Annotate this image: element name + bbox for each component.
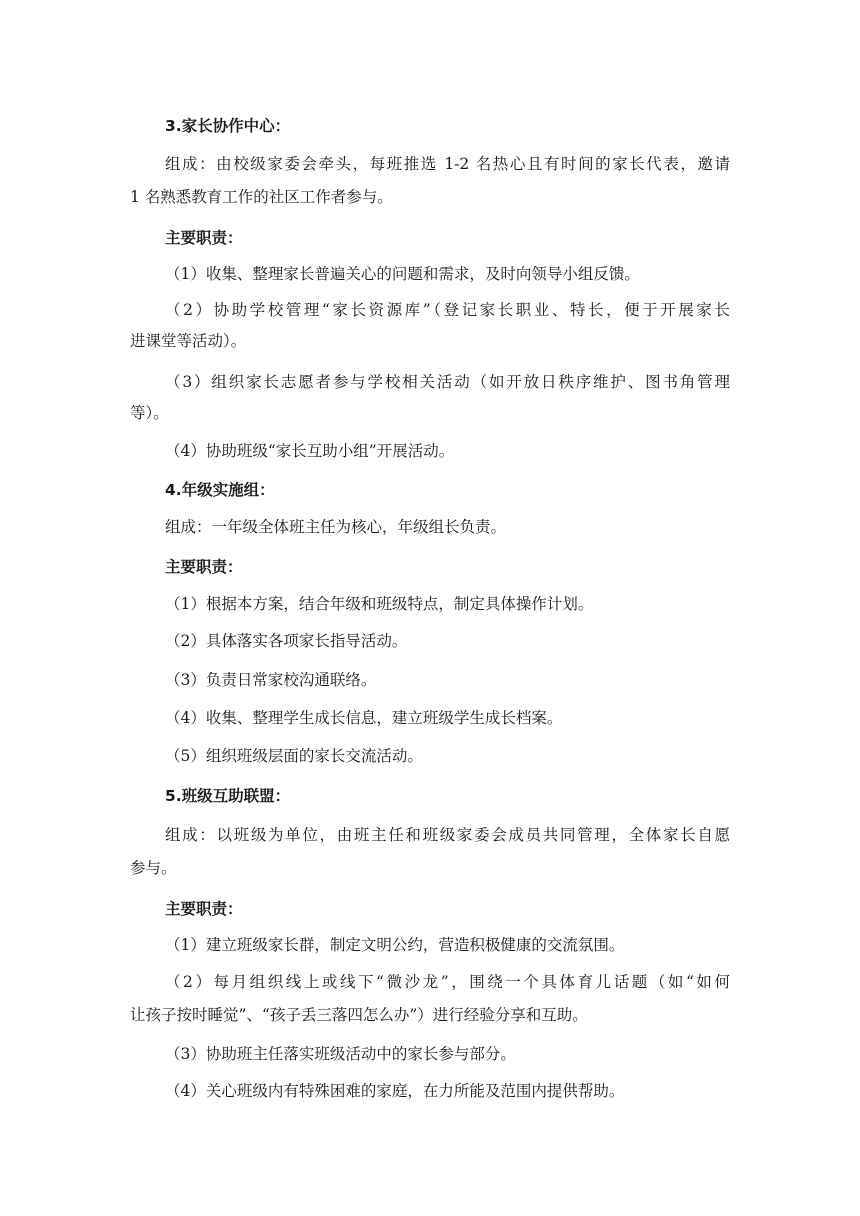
duty-item: （4）收集、整理学生成长信息，建立班级学生成长档案。 bbox=[165, 709, 563, 727]
duty-item: （1）建立班级家长群，制定文明公约，营造积极健康的交流氛围。 bbox=[165, 936, 625, 954]
section-heading: 5.班级互助联盟： bbox=[165, 787, 291, 805]
duty-item-cont: 等）。 bbox=[130, 404, 169, 422]
duty-item: （2）具体落实各项家长指导活动。 bbox=[165, 632, 408, 650]
duty-item: （3）组织家长志愿者参与学校相关活动（如开放日秩序维护、图书角管理 bbox=[165, 373, 730, 391]
duty-item-cont: 进课堂等活动）。 bbox=[130, 332, 247, 350]
duties-label: 主要职责： bbox=[165, 900, 243, 918]
duty-item: （3）负责日常家校沟通联络。 bbox=[165, 671, 377, 689]
duties-label: 主要职责： bbox=[165, 229, 243, 247]
composition-text: 组成：一年级全体班主任为核心，年级组长负责。 bbox=[165, 518, 507, 536]
composition-text: 组成：以班级为单位，由班主任和班级家委会成员共同管理，全体家长自愿 bbox=[165, 826, 730, 844]
duty-item: （3）协助班主任落实班级活动中的家长参与部分。 bbox=[165, 1045, 516, 1063]
duty-item: （2）每月组织线上或线下“微沙龙”，围绕一个具体育儿话题（如“如何 bbox=[165, 973, 730, 991]
duty-item: （2）协助学校管理“家长资源库”（登记家长职业、特长，便于开展家长 bbox=[165, 301, 730, 319]
duty-item-cont: 让孩子按时睡觉”、“孩子丢三落四怎么办”）进行经验分享和互助。 bbox=[130, 1006, 588, 1024]
composition-text-cont: 参与。 bbox=[130, 859, 177, 877]
composition-text: 组成：由校级家委会牵头，每班推选 1-2 名热心且有时间的家长代表，邀请 bbox=[165, 155, 730, 173]
duty-item: （1）收集、整理家长普遍关心的问题和需求，及时向领导小组反馈。 bbox=[165, 265, 640, 283]
duty-item: （4）协助班级“家长互助小组”开展活动。 bbox=[165, 442, 455, 460]
section-heading: 4.年级实施组： bbox=[165, 481, 275, 499]
duty-item: （5）组织班级层面的家长交流活动。 bbox=[165, 747, 423, 765]
section-heading: 3.家长协作中心： bbox=[165, 117, 291, 135]
duty-item: （4）关心班级内有特殊困难的家庭，在力所能及范围内提供帮助。 bbox=[165, 1082, 625, 1100]
duty-item: （1）根据本方案，结合年级和班级特点，制定具体操作计划。 bbox=[165, 595, 594, 613]
duties-label: 主要职责： bbox=[165, 558, 243, 576]
composition-text-cont: 1 名熟悉教育工作的社区工作者参与。 bbox=[130, 188, 393, 206]
